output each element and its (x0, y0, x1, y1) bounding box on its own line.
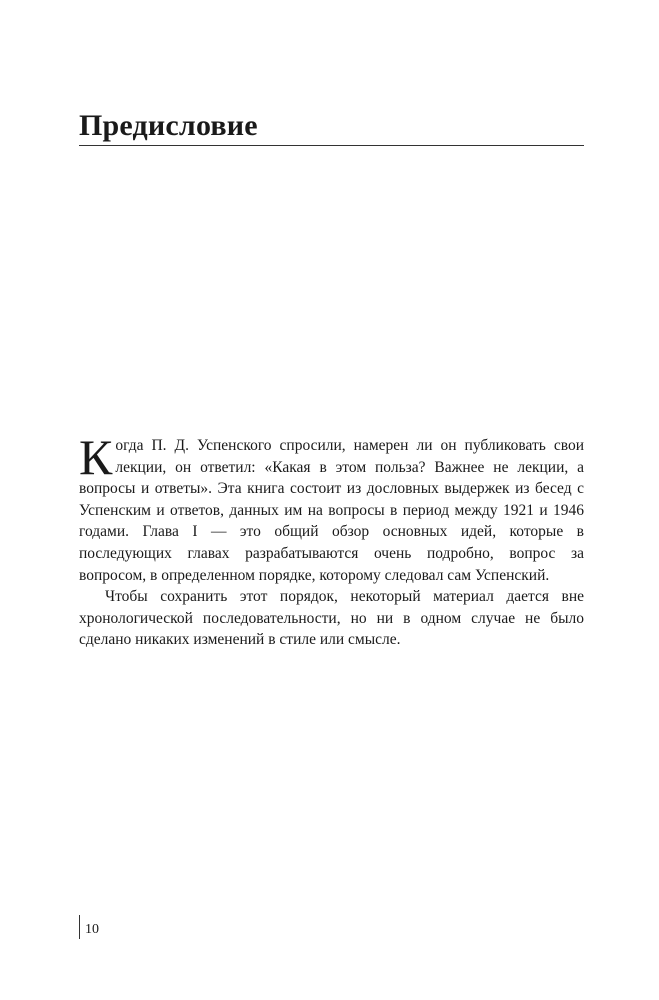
drop-cap-letter: К (79, 429, 113, 485)
folio-vertical-rule (79, 915, 80, 939)
title-underline-rule (79, 145, 584, 146)
chapter-title: Предисловие (79, 109, 258, 142)
paragraph-1-text: огда П. Д. Успенского спросили, намерен ли он публиковать свои лекции, он ответил: «Какая в этом польза? Важнее не лекции, а вопросы и ответы». Эта книга состоит из дословных выдержек из бесед с Успенским и ответов, данных им на вопросы в период между 1921 и 1946 годами. Глава I — это общий обзор основных идей, которые в последующих главах разрабатываются очень подробно, вопрос за вопросом, в определенном порядке, которому следовал сам Успенский. (79, 437, 584, 584)
paragraph-1 (79, 429, 584, 586)
page-footer (79, 915, 99, 939)
page-number: 10 (85, 922, 99, 937)
body-text (79, 429, 584, 651)
paragraph-2: Чтобы сохранить этот порядок, некоторый материал дается вне хронологической последовательности, но ни в одном случае не было сделано никаких изменений в стиле или смысле. (79, 588, 584, 649)
